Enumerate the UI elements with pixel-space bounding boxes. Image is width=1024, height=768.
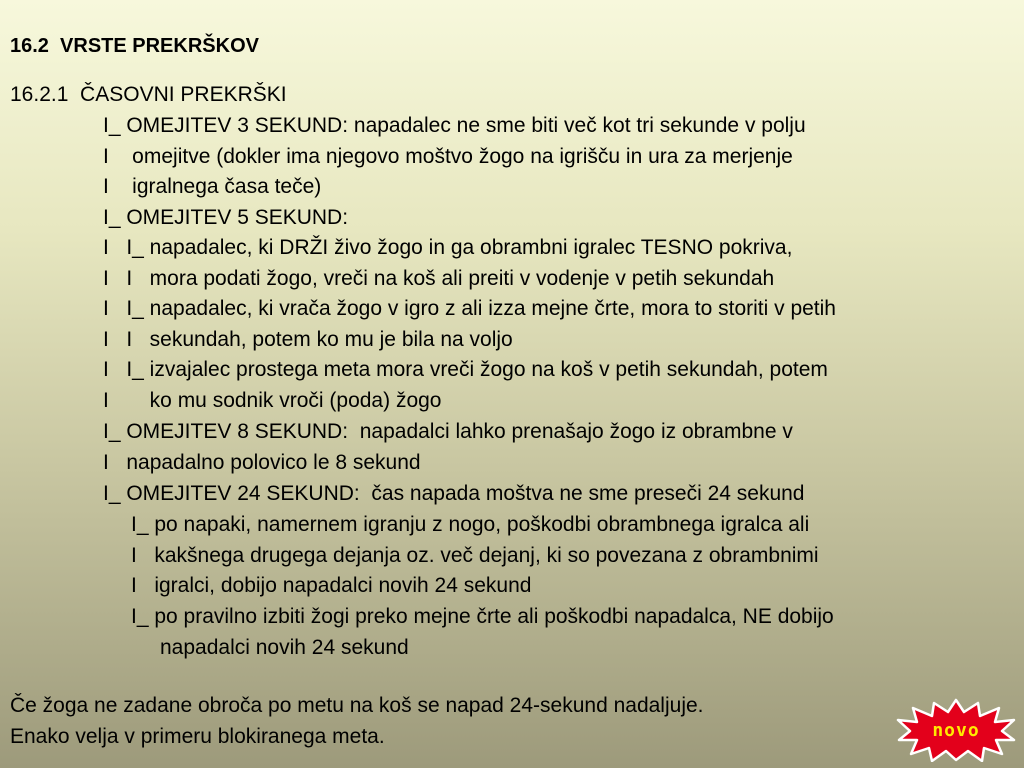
text-line-18: napadalci novih 24 sekund <box>160 636 409 659</box>
text-line-4: I_ OMEJITEV 5 SEKUND: <box>103 206 349 229</box>
text-line-6: I I mora podati žogo, vreči na koš ali preiti v vodenje v petih sekundah <box>103 267 775 290</box>
text-line-12: I napadalno polovico le 8 sekund <box>103 451 421 474</box>
badge-label: novo <box>932 719 980 741</box>
section-heading: 16.2 VRSTE PREKRŠKOV <box>10 35 259 57</box>
footer-line-1: Če žoga ne zadane obroča po metu na koš se napad 24-sekund nadaljuje. <box>10 694 704 717</box>
text-line-10: I ko mu sodnik vroči (poda) žogo <box>103 389 442 412</box>
footer-line-2: Enako velja v primeru blokiranega meta. <box>10 725 385 748</box>
text-line-2: I omejitve (dokler ima njegovo moštvo žogo na igrišču in ura za merjenje <box>103 145 793 168</box>
text-line-5: I I_ napadalec, ki DRŽI živo žogo in ga obrambni igralec TESNO pokriva, <box>103 236 793 259</box>
text-line-8: I I sekundah, potem ko mu je bila na voljo <box>103 328 513 351</box>
text-line-11: I_ OMEJITEV 8 SEKUND: napadalci lahko prenašajo žogo iz obrambne v <box>103 420 793 443</box>
text-line-15: I kakšnega drugega dejanja oz. več dejanj, ki so povezana z obrambnimi <box>131 544 819 567</box>
text-line-3: I igralnega časa teče) <box>103 175 322 198</box>
text-line-14: I_ po napaki, namernem igranju z nogo, poškodbi obrambnega igralca ali <box>131 513 810 536</box>
text-line-17: I_ po pravilno izbiti žogi preko mejne črte ali poškodbi napadalca, NE dobijo <box>131 605 834 628</box>
subsection-heading: 16.2.1 ČASOVNI PREKRŠKI <box>10 83 287 106</box>
text-line-7: I I_ napadalec, ki vrača žogo v igro z ali izza mejne črte, mora to storiti v petih <box>103 297 836 320</box>
novo-badge <box>896 698 1016 762</box>
text-line-16: I igralci, dobijo napadalci novih 24 sekund <box>131 574 532 597</box>
text-line-13: I_ OMEJITEV 24 SEKUND: čas napada moštva ne sme preseči 24 sekund <box>103 482 805 505</box>
text-line-9: I I_ izvajalec prostega meta mora vreči žogo na koš v petih sekundah, potem <box>103 358 828 381</box>
text-line-1: I_ OMEJITEV 3 SEKUND: napadalec ne sme biti več kot tri sekunde v polju <box>103 114 806 137</box>
